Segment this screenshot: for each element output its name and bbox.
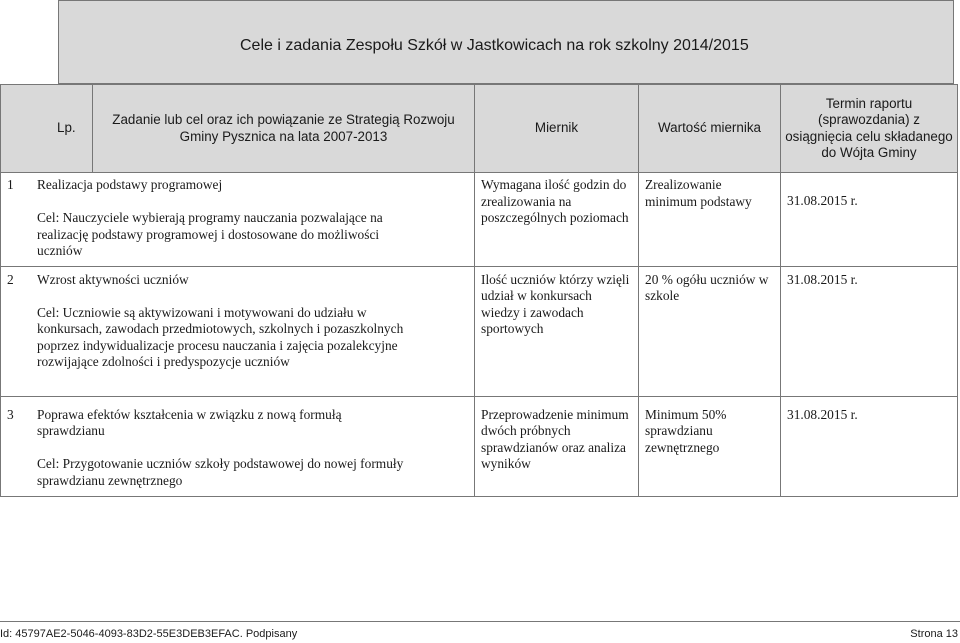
header-deadline: Termin raportu (sprawozdania) z osiągnięcia celu składanego do Wójta Gminy (781, 85, 958, 173)
value-cell: Zrealizowanie minimum podstawy (639, 173, 781, 267)
header-value: Wartość miernika (639, 85, 781, 173)
row-number: 1 (7, 177, 14, 192)
task-cell (1, 266, 475, 396)
task-goal: Cel: Nauczyciele wybierają programy nauczania pozwalające na realizację podstawy programowej i dostosowane do możliwości uczniów (37, 210, 383, 258)
task-cell (1, 396, 475, 496)
value-cell: Minimum 50% sprawdzianu zewnętrznego (639, 396, 781, 496)
measure-cell: Wymagana ilość godzin do zrealizowania na poszczególnych poziomach (475, 173, 639, 267)
task-goal: Cel: Przygotowanie uczniów szkoły podstawowej do nowej formuły sprawdzianu zewnętrznego (37, 456, 404, 488)
table-header-row (1, 85, 958, 173)
task-title: Wzrost aktywności uczniów (37, 271, 189, 287)
table-row (1, 396, 958, 496)
task-goal: Cel: Uczniowie są aktywizowani i motywowani do udziału w konkursach, zawodach przedmiotowych, szkolnych i pozaszkolnych poprzez indywidualizacje procesu nauczania i zajęcia pozalekcyjne rozwijające zdolności i predyspozycje uczniów (37, 304, 404, 369)
page-footer (0, 621, 960, 643)
deadline-cell: 31.08.2015 r. (781, 266, 958, 396)
measure-cell: Przeprowadzenie minimum dwóch próbnych sprawdzianów oraz analiza wyników (475, 396, 639, 496)
table-row (1, 266, 958, 396)
header-task: Zadanie lub cel oraz ich powiązanie ze Strategią Rozwoju Gminy Pysznica na lata 2007-2013 (93, 85, 475, 173)
task-title: Poprawa efektów kształcenia w związku z nową formułą sprawdzianu (37, 406, 342, 438)
task-cell (1, 173, 475, 267)
deadline-cell: 31.08.2015 r. (781, 173, 958, 267)
value-cell: 20 % ogółu uczniów w szkole (639, 266, 781, 396)
measure-cell: Ilość uczniów którzy wzięli udział w konkursach wiedzy i zawodach sportowych (475, 266, 639, 396)
task-title: Realizacja podstawy programowej (37, 177, 223, 192)
document-title: Cele i zadania Zespołu Szkół w Jastkowicach na rok szkolny 2014/2015 (240, 37, 749, 54)
goals-table (0, 84, 958, 497)
row-number: 2 (7, 271, 14, 287)
deadline-cell: 31.08.2015 r. (781, 396, 958, 496)
document-id: Id: 45797AE2-5046-4093-83D2-55E3DEB3EFAC. Podpisany (0, 628, 298, 640)
page-number: Strona 13 (910, 628, 958, 640)
row-number: 3 (7, 406, 14, 422)
header-measure: Miernik (475, 85, 639, 173)
table-row (1, 173, 958, 267)
header-lp: Lp. (1, 85, 93, 173)
